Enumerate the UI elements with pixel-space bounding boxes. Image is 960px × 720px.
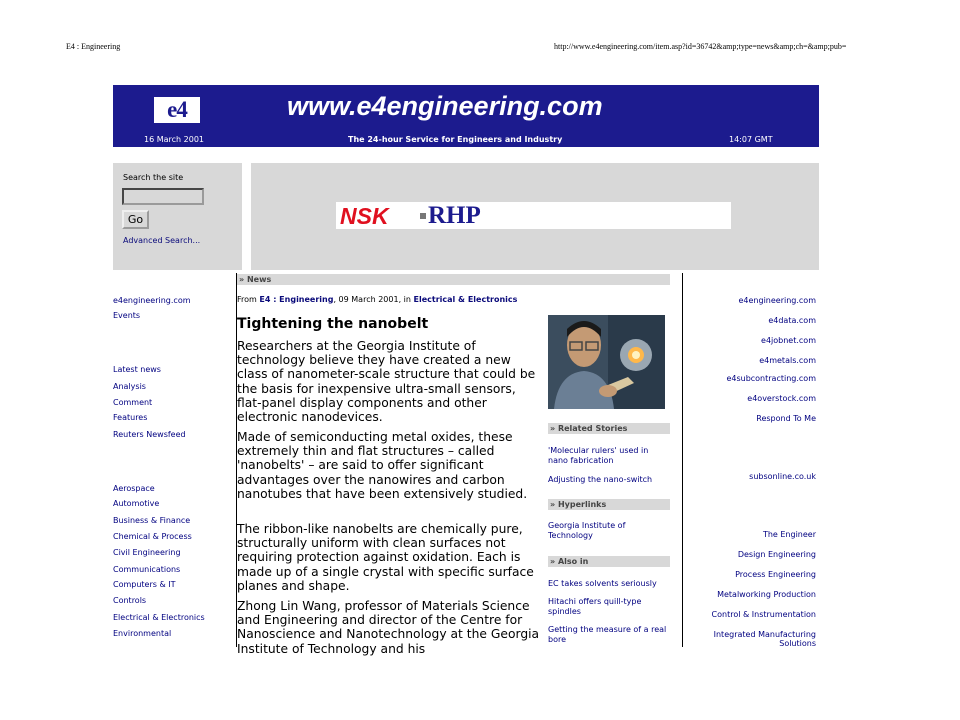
- article-dateline: [237, 295, 517, 304]
- ad-separator-dot: [420, 213, 426, 219]
- site-name: www.e4engineering.com: [287, 91, 603, 121]
- left-nav-news-1[interactable]: Analysis: [113, 382, 146, 391]
- also-in-bar: » Also in: [548, 556, 670, 567]
- banner-time: 14:07 GMT: [729, 135, 773, 144]
- related-story-link[interactable]: 'Molecular rulers' used in nano fabrication: [548, 446, 649, 465]
- banner-date: 16 March 2001: [144, 135, 205, 144]
- column-divider-right: [682, 273, 683, 647]
- also-in-link[interactable]: EC takes solvents seriously: [548, 579, 657, 588]
- search-panel: [113, 163, 242, 270]
- advert-area: [251, 163, 819, 270]
- left-nav-sector-7[interactable]: Controls: [113, 596, 147, 605]
- article-paragraph: The ribbon-like nanobelts are chemically pure, structurally uniform with clean surfaces not requiring protection against oxidation. Each is made up of a single crystal with specific surface planes and shape.: [237, 522, 534, 593]
- go-button[interactable]: Go: [122, 210, 149, 229]
- news-section-bar: » News: [237, 274, 670, 285]
- left-nav-sector-1[interactable]: Automotive: [113, 499, 160, 508]
- left-nav-sector-3[interactable]: Chemical & Process: [113, 532, 192, 541]
- article-date: , 09 March 2001, in: [333, 295, 411, 304]
- also-in-link[interactable]: Getting the measure of a real bore: [548, 625, 667, 644]
- article-paragraph: Researchers at the Georgia Institute of technology believe they have created a new class of nanometer-scale structure that could be the basis for inexpensive ultra-small sensors, flat-panel display components and other electronic nanodevices.: [237, 339, 536, 425]
- article-photo: [548, 315, 665, 409]
- related-story-link[interactable]: Adjusting the nano-switch: [548, 475, 653, 484]
- search-label: Search the site: [123, 173, 184, 182]
- print-header-title: E4 : Engineering: [66, 42, 121, 51]
- article-category-link[interactable]: Electrical & Electronics: [413, 295, 518, 304]
- ad-brand-rhp: RHP: [428, 202, 481, 229]
- left-nav-sector-5[interactable]: Communications: [113, 565, 181, 574]
- left-nav-news-4[interactable]: Reuters Newsfeed: [113, 430, 186, 439]
- right-nav-site-4[interactable]: e4subcontracting.com: [726, 374, 816, 383]
- left-nav-news-3[interactable]: Features: [113, 413, 148, 422]
- right-nav-site-5[interactable]: e4overstock.com: [747, 394, 816, 403]
- right-nav-pub-4[interactable]: Control & Instrumentation: [711, 610, 816, 619]
- ad-brand-nsk: NSK: [340, 203, 389, 229]
- banner-info-bar: [113, 133, 819, 147]
- left-nav-sites-1[interactable]: Events: [113, 311, 141, 320]
- left-nav-sector-8[interactable]: Electrical & Electronics: [113, 613, 205, 622]
- article-paragraph: Zhong Lin Wang, professor of Materials Science and Engineering and director of the Centre for Nanoscience and Nanotechnology at the Georgia Institute of Technology and his: [237, 599, 540, 656]
- hyperlink-link[interactable]: Georgia Institute of Technology: [548, 521, 626, 540]
- banner-tagline: The 24-hour Service for Engineers and Industry: [348, 135, 563, 144]
- right-nav-respond[interactable]: Respond To Me: [756, 414, 816, 423]
- right-nav-site-2[interactable]: e4jobnet.com: [761, 336, 816, 345]
- hyperlinks-bar: » Hyperlinks: [548, 499, 670, 510]
- left-nav-sector-4[interactable]: Civil Engineering: [113, 548, 181, 557]
- researcher-photo-image: [548, 315, 665, 409]
- left-nav-news-0[interactable]: Latest news: [113, 365, 161, 374]
- left-nav-sector-6[interactable]: Computers & IT: [113, 580, 176, 589]
- also-in-link[interactable]: Hitachi offers quill-type spindles: [548, 597, 642, 616]
- right-nav-site-3[interactable]: e4metals.com: [759, 356, 816, 365]
- right-nav-pub-0[interactable]: The Engineer: [762, 530, 816, 539]
- right-nav-pub-1[interactable]: Design Engineering: [737, 550, 816, 559]
- left-nav-sector-0[interactable]: Aerospace: [113, 484, 155, 493]
- e4-logo[interactable]: e4: [154, 97, 200, 123]
- related-stories-bar: » Related Stories: [548, 423, 670, 434]
- print-header-url: http://www.e4engineering.com/item.asp?id=36742&amp;type=news&amp;ch=&amp;pub=: [554, 42, 847, 51]
- right-nav-pub-5[interactable]: Integrated Manufacturing Solutions: [713, 630, 816, 648]
- search-input[interactable]: [122, 188, 204, 205]
- left-nav-sector-2[interactable]: Business & Finance: [113, 516, 191, 525]
- right-nav-pub-3[interactable]: Metalworking Production: [717, 590, 816, 599]
- nsk-rhp-advert[interactable]: [336, 202, 731, 229]
- right-nav-subsonline[interactable]: subsonline.co.uk: [749, 472, 816, 481]
- site-banner: [113, 85, 819, 147]
- from-label: From: [237, 295, 257, 304]
- advanced-search-link[interactable]: Advanced Search...: [123, 236, 201, 245]
- article-headline: Tightening the nanobelt: [237, 316, 429, 332]
- left-nav-sites-0[interactable]: e4engineering.com: [113, 296, 191, 305]
- left-nav-sector-9[interactable]: Environmental: [113, 629, 172, 638]
- left-nav-news-2[interactable]: Comment: [113, 398, 153, 407]
- right-nav-pub-2[interactable]: Process Engineering: [735, 570, 816, 579]
- article-paragraph: Made of semiconducting metal oxides, these extremely thin and flat structures – called 'nanobelts' – are said to offer significant advantages over the nanowires and carbon nanotubes that have been extensively studied.: [237, 430, 528, 501]
- web-page: [113, 85, 819, 656]
- article-source-link[interactable]: E4 : Engineering: [259, 295, 334, 304]
- right-nav-site-1[interactable]: e4data.com: [768, 316, 816, 325]
- right-nav-site-0[interactable]: e4engineering.com: [738, 296, 816, 305]
